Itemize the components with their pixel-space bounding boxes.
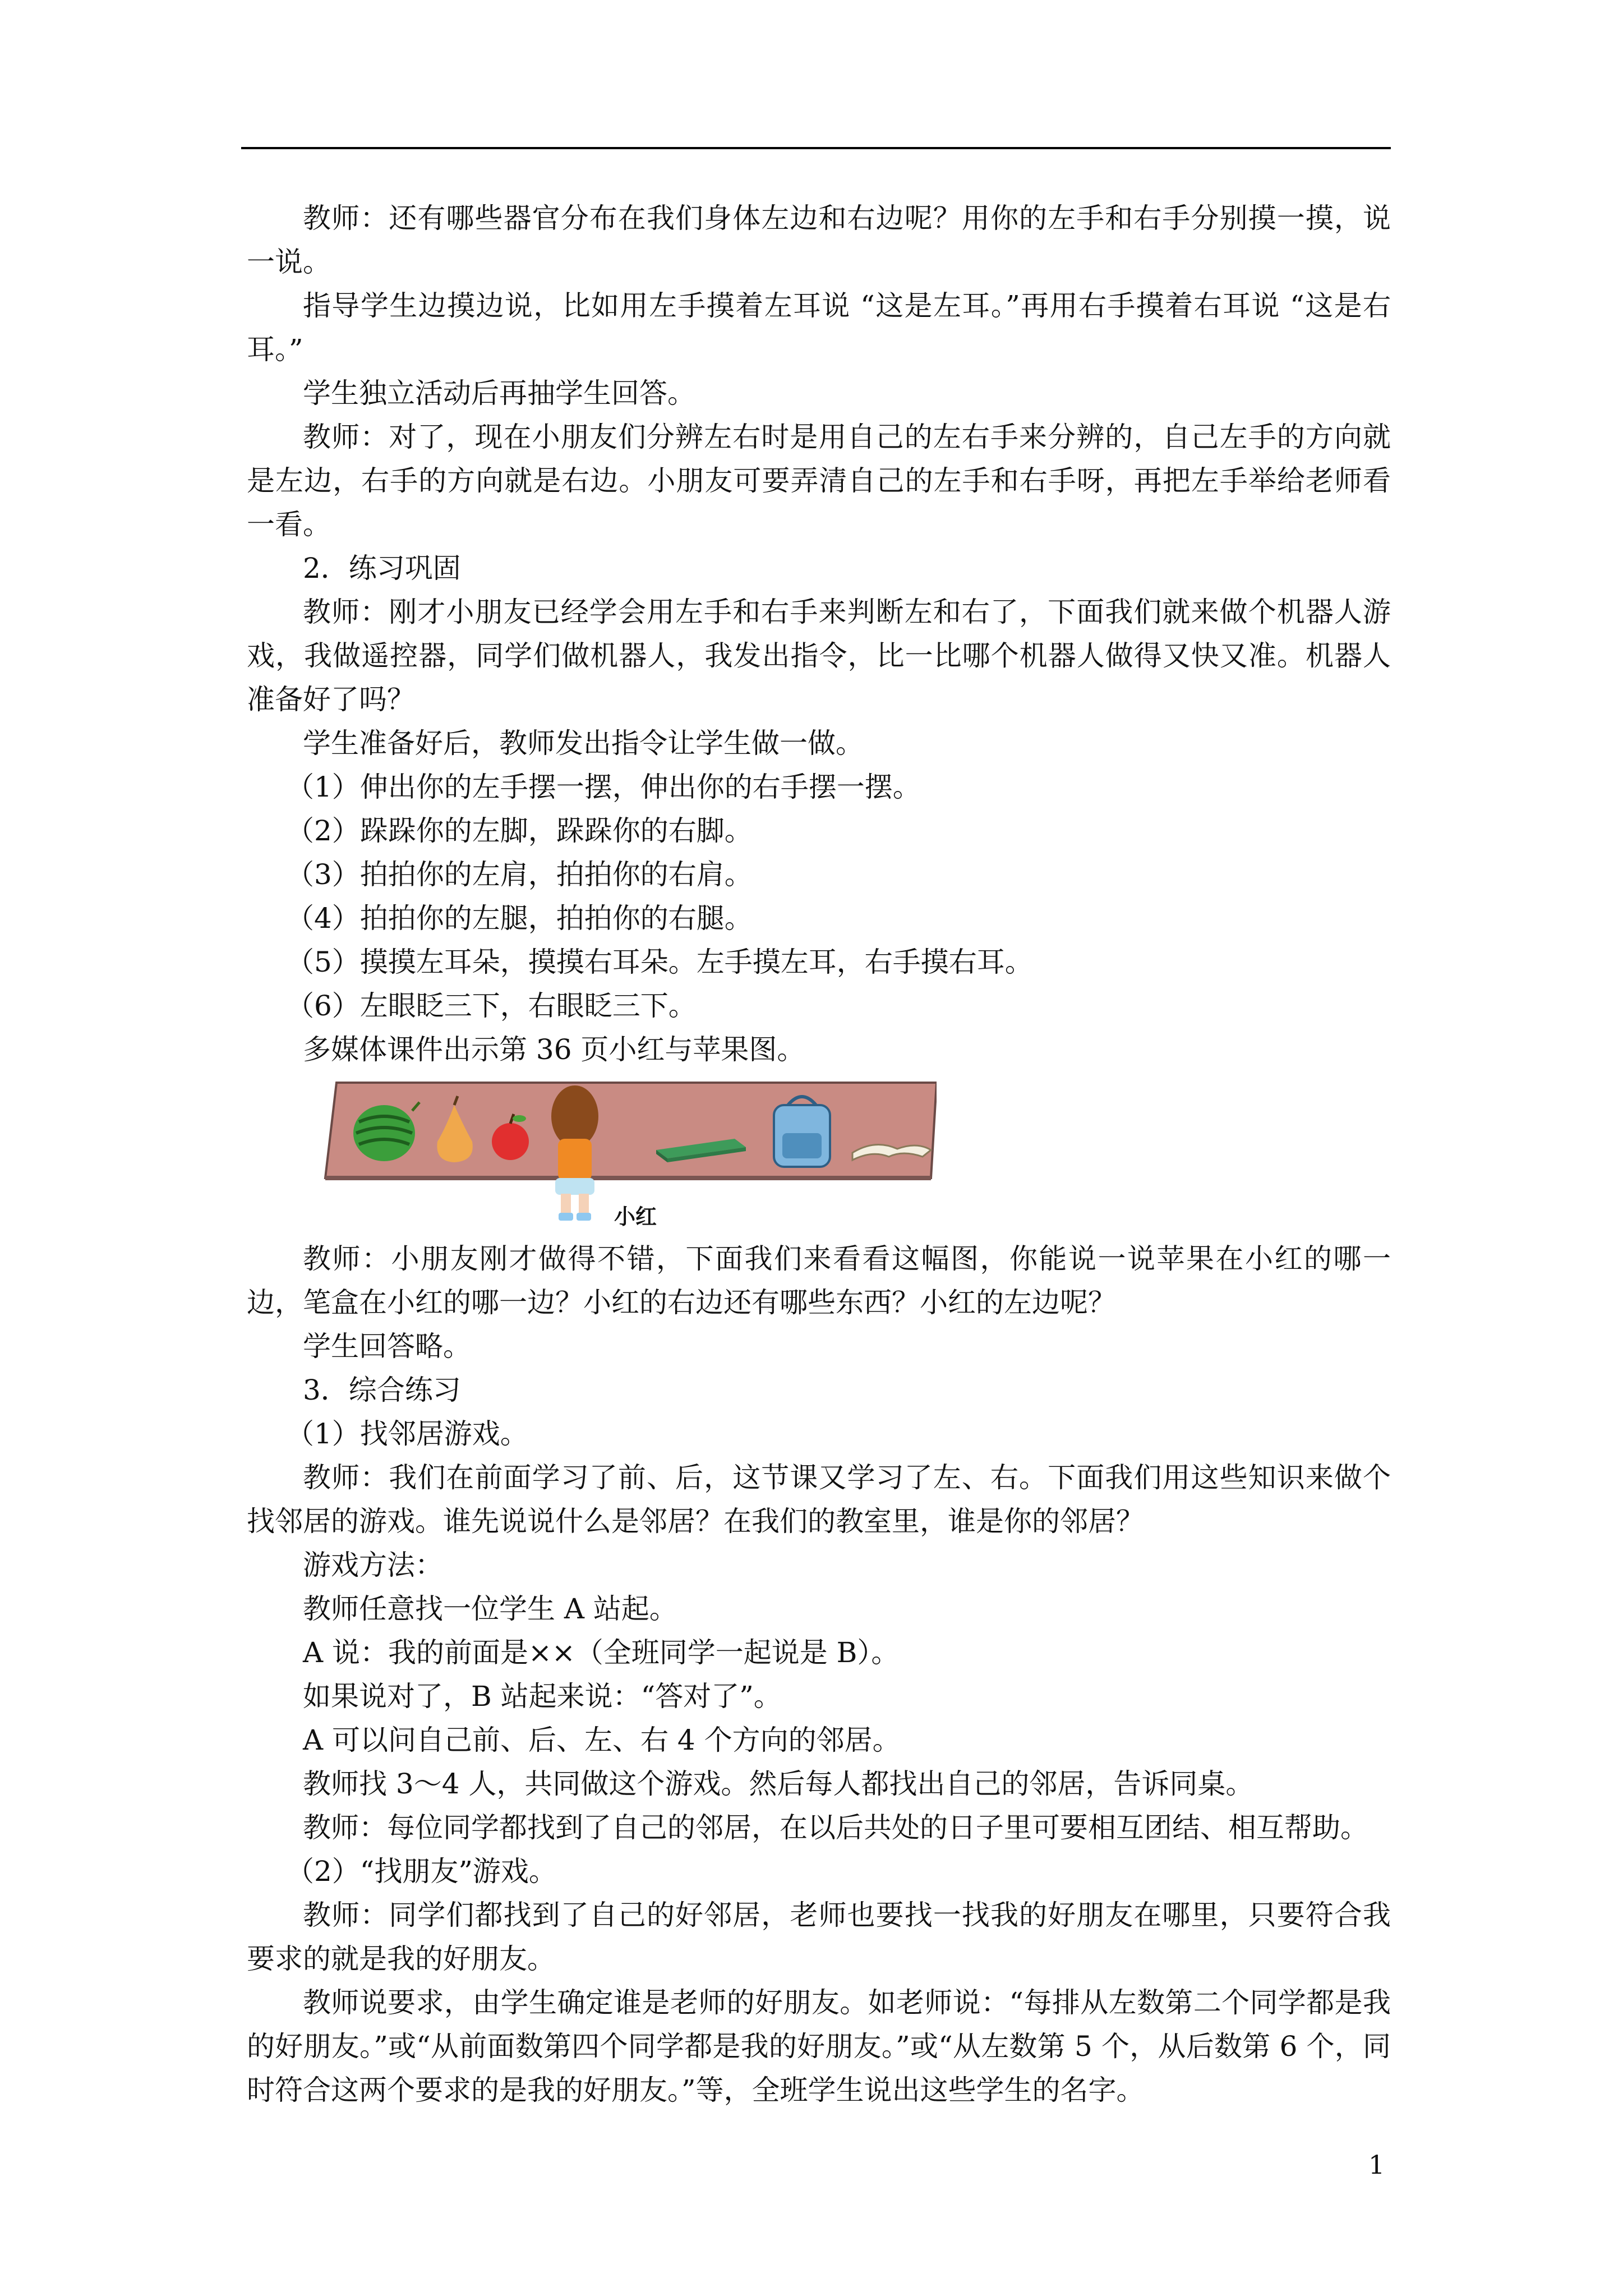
list-item: （4）拍拍你的左腿，拍拍你的右腿。 bbox=[286, 902, 753, 935]
xiaohong-girl-icon bbox=[551, 1085, 598, 1221]
header-rule bbox=[241, 147, 1391, 149]
paragraph: 教师找 3～4 人，共同做这个游戏。然后每人都找出自己的邻居，告诉同桌。 bbox=[303, 1768, 1254, 1800]
body-text bbox=[247, 196, 1391, 2112]
paragraph: 教师：同学们都找到了自己的好邻居，老师也要找一找我的好朋友在哪里，只要符合我要求的就是我的好朋友。 bbox=[247, 1899, 1391, 1975]
school-bag-icon bbox=[774, 1097, 830, 1167]
list-item: （1）伸出你的左手摆一摆，伸出你的右手摆一摆。 bbox=[286, 771, 921, 803]
paragraph: A 说：我的前面是××（全班同学一起说是 B）。 bbox=[303, 1636, 900, 1669]
list-item: （2）跺跺你的左脚，跺跺你的右脚。 bbox=[286, 815, 753, 847]
list-item: （6）左眼眨三下，右眼眨三下。 bbox=[286, 990, 697, 1022]
list-item: （5）摸摸左耳朵，摸摸右耳朵。左手摸左耳，右手摸右耳。 bbox=[286, 946, 1033, 978]
paragraph: 教师：我们在前面学习了前、后，这节课又学习了左、右。下面我们用这些知识来做个找邻居的游戏。谁先说说什么是邻居？在我们的教室里，谁是你的邻居？ bbox=[247, 1461, 1391, 1538]
paragraph: 教师：还有哪些器官分布在我们身体左边和右边呢？用你的左手和右手分别摸一摸，说一说。 bbox=[247, 202, 1391, 278]
paragraph: 教师：刚才小朋友已经学会用左手和右手来判断左和右了，下面我们就来做个机器人游戏，我做遥控器，同学们做机器人，我发出指令，比一比哪个机器人做得又快又准。机器人准备好了吗？ bbox=[247, 596, 1391, 716]
paragraph: A 可以问自己前、后、左、右 4 个方向的邻居。 bbox=[303, 1724, 901, 1756]
section-heading: 2．练习巩固 bbox=[303, 552, 461, 585]
paragraph: 教师任意找一位学生 A 站起。 bbox=[303, 1593, 677, 1625]
paragraph: 教师：小朋友刚才做得不错，下面我们来看看这幅图，你能说一说苹果在小红的哪一边，笔盒在小红的哪一边？小红的右边还有哪些东西？小红的左边呢？ bbox=[247, 1243, 1391, 1319]
figure-caption: 小红 bbox=[614, 1204, 657, 1229]
paragraph: 教师：对了，现在小朋友们分辨左右时是用自己的左右手来分辨的，自己左手的方向就是左边，右手的方向就是右边。小朋友可要弄清自己的左手和右手呀，再把左手举给老师看一看。 bbox=[247, 421, 1391, 541]
paragraph: 学生准备好后，教师发出指令让学生做一做。 bbox=[303, 727, 864, 760]
list-item: （3）拍拍你的左肩，拍拍你的右肩。 bbox=[286, 858, 753, 891]
list-item: （2）“找朋友”游戏。 bbox=[286, 1855, 557, 1888]
shelf-illustration bbox=[320, 1071, 937, 1234]
paragraph: 多媒体课件出示第 36 页小红与苹果图。 bbox=[303, 1033, 805, 1066]
section-heading: 3．综合练习 bbox=[303, 1374, 461, 1406]
xiaohong-apple-figure bbox=[247, 1071, 1391, 1237]
list-item: （1）找邻居游戏。 bbox=[286, 1418, 528, 1450]
page-number: 1 bbox=[1368, 2150, 1385, 2180]
paragraph: 如果说对了，B 站起来说：“答对了”。 bbox=[303, 1680, 782, 1713]
paragraph: 学生回答略。 bbox=[303, 1330, 471, 1363]
paragraph: 指导学生边摸边说，比如用左手摸着左耳说 “这是左耳。”再用右手摸着右耳说 “这是右耳。” bbox=[247, 289, 1391, 366]
paragraph: 学生独立活动后再抽学生回答。 bbox=[303, 377, 695, 409]
paragraph: 教师说要求，由学生确定谁是老师的好朋友。如老师说：“每排从左数第二个同学都是我的好朋友。”或“从前面数第四个同学都是我的好朋友。”或“从左数第 5 个，从后数第 6 个，同时符合这两个要求的是我的好朋友。”等，全班学生说出这些学生的名字。 bbox=[247, 1986, 1391, 2106]
paragraph: 教师：每位同学都找到了自己的邻居，在以后共处的日子里可要相互团结、相互帮助。 bbox=[303, 1811, 1368, 1844]
paragraph: 游戏方法： bbox=[303, 1549, 443, 1581]
